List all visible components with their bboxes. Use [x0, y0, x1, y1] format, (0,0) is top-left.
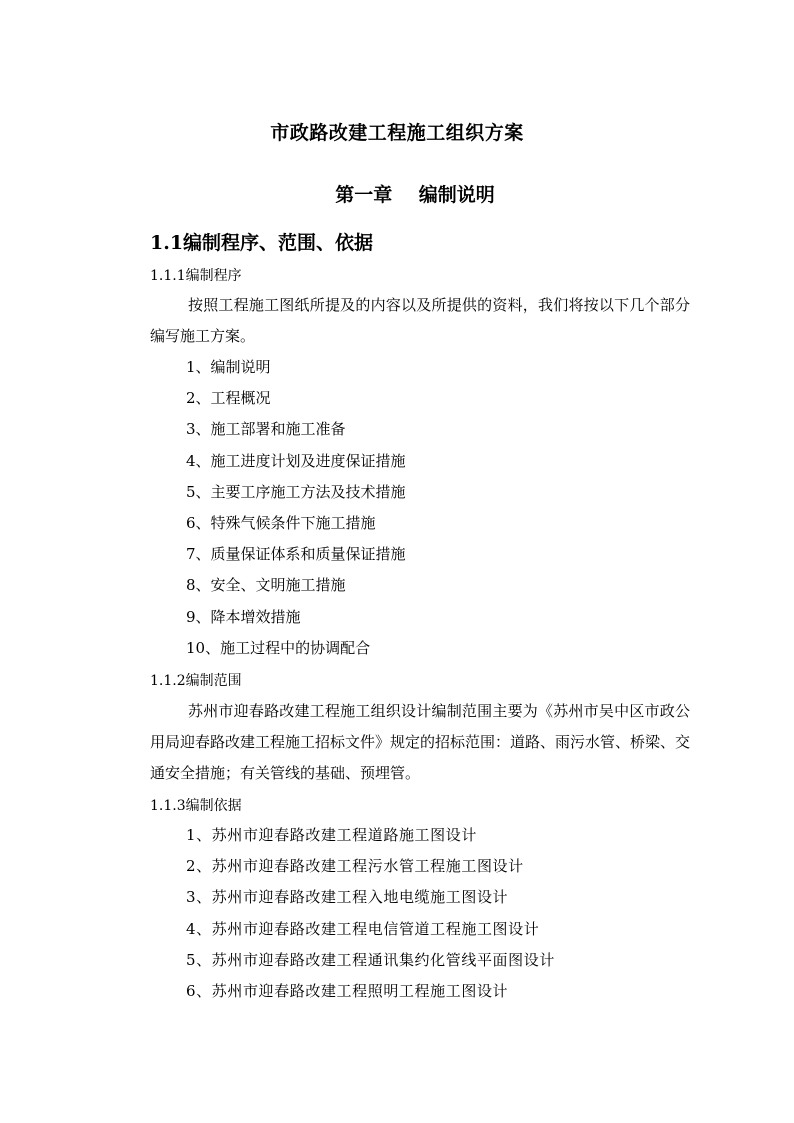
list-item: 3、苏州市迎春路改建工程入地电缆施工图设计: [186, 888, 509, 907]
list-item: 5、主要工序施工方法及技术措施: [186, 482, 406, 501]
list-item: 5、苏州市迎春路改建工程通讯集约化管线平面图设计: [186, 950, 555, 969]
list-item: 7、质量保证体系和质量保证措施: [186, 545, 406, 564]
list-item: 1、苏州市迎春路改建工程道路施工图设计: [186, 826, 477, 844]
procedure-paragraph: 按照工程施工图纸所提及的内容以及所提供的资料，我们将按以下几个部分编写施工方案。: [150, 296, 690, 345]
chapter-title: 第一章 编制说明: [335, 184, 495, 206]
list-item: 2、苏州市迎春路改建工程污水管工程施工图设计: [186, 857, 524, 876]
section-heading: 1.1编制程序、范围、依据: [150, 232, 374, 254]
list-item: 2、工程概况: [186, 389, 271, 408]
list-item: 10、施工过程中的协调配合: [186, 638, 371, 657]
list-item: 4、施工进度计划及进度保证措施: [186, 451, 406, 470]
list-item: 9、降本增效措施: [186, 607, 301, 626]
list-item: 1、编制说明: [186, 358, 271, 376]
procedure-list: [186, 352, 406, 664]
list-item: 8、安全、文明施工措施: [186, 576, 346, 595]
scope-paragraph: 苏州市迎春路改建工程施工组织设计编制范围主要为《苏州市吴中区市政公用局迎春路改建工程施工招标文件》规定的招标范围：道路、雨污水管、桥梁、交通安全措施；有关管线的基础、预埋管。: [150, 702, 691, 782]
subsection-heading-procedure: 1.1.1编制程序: [150, 268, 242, 284]
subsection-heading-basis: 1.1.3编制依据: [150, 798, 242, 814]
subsection-heading-scope: 1.1.2编制范围: [150, 673, 242, 689]
document-title: 市政路改建工程施工组织方案: [270, 122, 524, 144]
list-item: 4、苏州市迎春路改建工程电信管道工程施工图设计: [186, 919, 540, 938]
list-item: 6、苏州市迎春路改建工程照明工程施工图设计: [186, 981, 509, 1000]
basis-list: [186, 820, 555, 1007]
list-item: 6、特殊气候条件下施工措施: [186, 513, 376, 532]
list-item: 3、施工部署和施工准备: [186, 420, 346, 439]
